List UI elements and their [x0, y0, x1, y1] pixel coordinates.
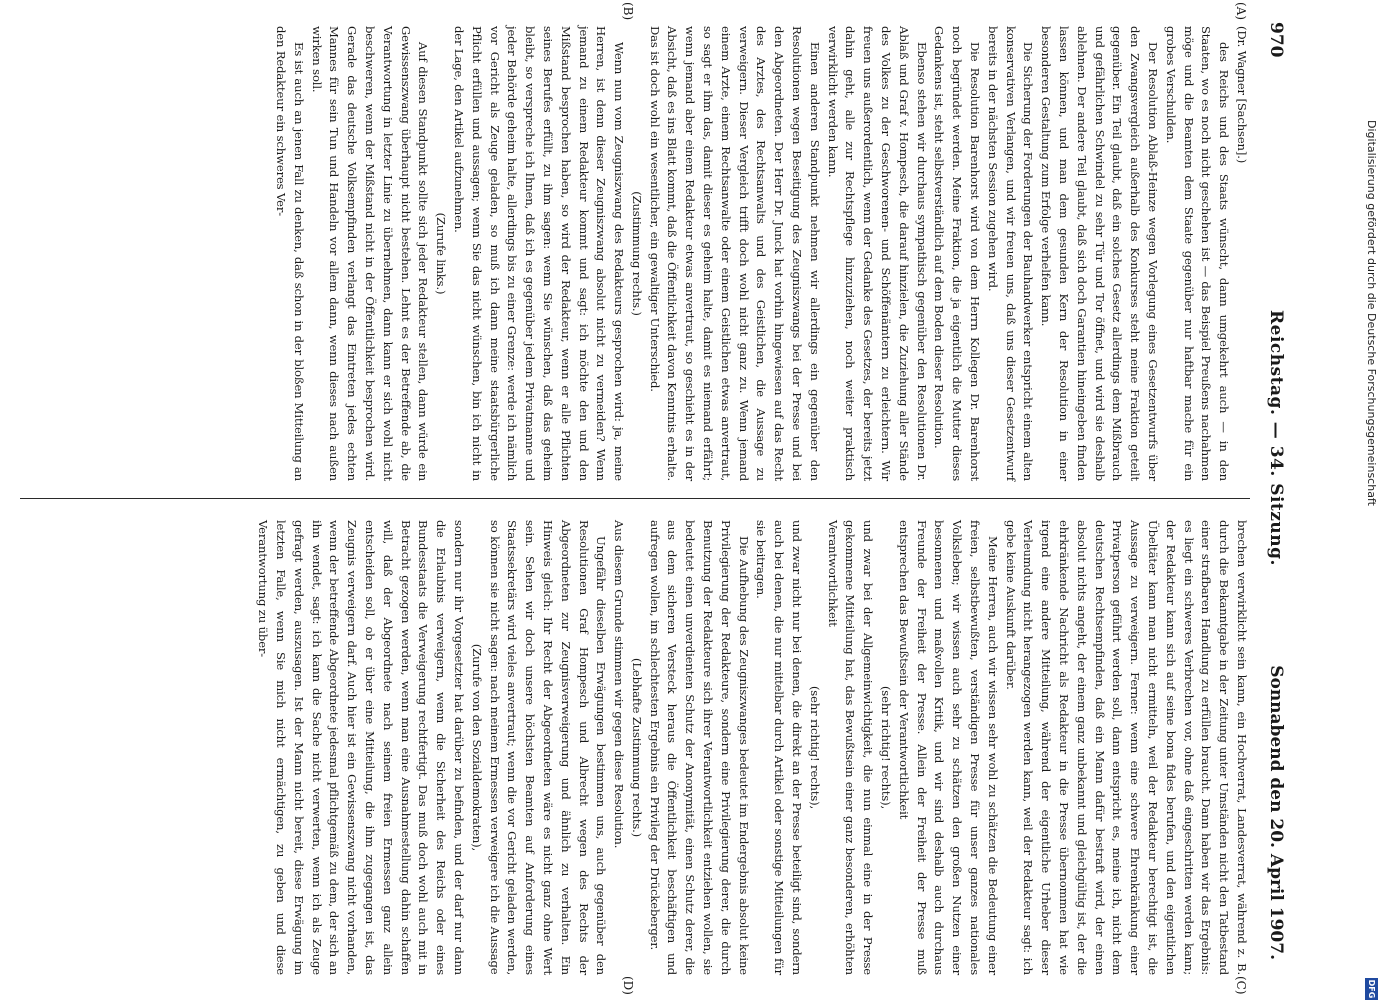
interjection: (Zustimmung rechts.)	[629, 191, 644, 316]
paragraph: Der Resolution Ablaß-Heinze wegen Vorlegung eines Gesetzentwurfs über den Zwangsvergleich außerhalb des Konkurses steht meine Fraktion geteilt gegenüber. Ein Teil glaubt, daß ein solches Gesetz allerdings dem Mißbrauch und gefährlichen Schwindel zu sehr Tür und Tor öffnet, und wird sie deshalb ablehnen. Der andere Teil glaubt, daß sich doch Garantien hineingeben finden lassen können, und man dem gesunden Kern der Resolution in einer besonderen Gestaltung zum Erfolge verhelfen kann.	[1039, 26, 1161, 481]
paragraph: Meine Herren, auch wir wissen sehr wohl zu schätzen die Bedeutung einer freien, selbstbewußten, verständigen Presse für unser ganzes nationales Volksleben; wir wissen auch sehr zu schätzen den großen Nutzen einer besonnenen und maßvollen Kritik, und wir sind deshalb auch durchaus Freunde der Freiheit der Presse. Allein der Freiheit der Presse muß entsprechen das Bewußtsein der Verantwortlichkeit	[896, 520, 1000, 975]
interjection: (Zurufe links.)	[434, 212, 449, 295]
margin-mark-c: (C)	[1234, 976, 1248, 995]
paragraph: Auf diesen Standpunkt sollte sich jeder Redakteur stellen, dann würde ein Gewissenszwang überhaupt nicht bestehen. Lehnt es der Betreffende ab, die Verantwortung in letzter Linie zu übernehmen, dann kann er sich wohl nicht beschweren, wenn der Mißstand nicht in der Öffentlichkeit besprochen wird. Gerade das deutsche Volksempfinden verlangt das Eintreten jedes echten Mannes für sein Tun und Handeln vor allem dann, wenn dieses nach außen wirken soll.	[309, 26, 431, 481]
interjection: (sehr richtig! rechts),	[879, 685, 894, 810]
credit-text: Digitalisierung gefördert durch die Deutsche Forschungsgemeinschaft	[1365, 120, 1378, 506]
column-divider	[20, 498, 1250, 499]
paragraph: Ebenso stehen wir durchaus sympathisch gegenüber den Resolutionen Dr. Ablaß und Graf v. Hompesch, die darauf hinzielen, die Zuziehung aller Stände des Volkes zu der Geschworenen- und Schöffenämtern zu erleichtern. Wir freuen uns außerordentlich, wenn der Gedanke des Gesetzes, der bereits jetzt dahin geht, alle zur Rechtspflege hinzuziehen, noch weiter praktisch verwirklicht werden kann.	[825, 26, 929, 481]
margin-mark-d: (D)	[621, 976, 635, 995]
paragraph: Es ist auch an jenen Fall zu denken, daß schon in der bloßen Mitteilung an den Redakteur ein schweres Ver-	[273, 26, 306, 481]
page-number: 970	[1266, 22, 1286, 58]
session-title: Reichstag. — 34. Sitzung.	[1266, 310, 1286, 566]
session-date: Sonnabend den 20. April 1907.	[1266, 665, 1286, 960]
paragraph: Die Resolution Barenhorst wird von dem Herrn Kollegen Dr. Barenhorst noch begründet werden. Meine Fraktion, die ja eigentlich die Mutter dieses Gedankens ist, steht selbstverständlich auf dem Boden dieser Resolution.	[932, 26, 983, 481]
interjection: (Lebhafte Zustimmung rechts.)	[629, 657, 644, 838]
paragraph: Aus diesem Grunde stimmen wir gegen diese Resolution.	[612, 520, 627, 849]
paragraph: Die Aufhebung des Zeugniszwanges bedeutet im Endergebnis absolut keine Privilegierung der Redakteure, sondern eine Privilegierung derer, die durch Benutzung der Redakteure sich ihrer Verantwortlichkeit entziehen wollen, sie bedeutet einen unverdienten Schutz der Anonymität, einen Schutz derer, die aus dem sicheren Versteck heraus die Öffentlichkeit beschäftigen und aufregen wollen, im schlechtesten Ergebnis ein Privileg der Drückeberger.	[647, 520, 751, 975]
paragraph: sondern nur ihr Vorgesetzter hat darüber zu befinden, und der darf nur dann die Erlaubnis verweigern, wenn die Sicherheit des Reichs oder eines Bundesstaats die Verweigerung rechtfertigt. Das muß doch wohl auch mit in Betracht gezogen werden, wenn man eine Ausnahmestellung dahin schaffen will, daß der Abgeordnete nach seinem freien Ermessen ganz allein entscheiden soll, ob er über eine Mitteilung, die ihm zugegangen ist, das Zeugnis verweigern darf. Auch hier ist ein Gewissenszwang nicht vorhanden, wenn der betreffende Abgeordnete jedesmal pflichtgemäß zu dem, der sich an ihn wendet, sagt: ich kann die Sache nicht verwerten, wenn ich als Zeuge gefragt werden, auszusagen. Ist der Mann nicht bereit, diese Erwägung im letzten Falle, wenn Sie mich nicht ermächtigen, zu geben und diese Verantwortung zu über-	[256, 520, 466, 975]
interjection: (Zurufe von den Sozialdemokraten),	[469, 643, 484, 852]
paragraph: Die Sicherung der Forderungen der Bauhandwerker entspricht einem alten konservativen Verlangen, und wir freuen uns, daß uns dieser Gesetzentwurf bereits in der nächsten Session zugehen wird.	[985, 26, 1036, 481]
paragraph: Einen anderen Standpunkt nehmen wir allerdings ein gegenüber den Resolutionen wegen Beseitigung des Zeugniszwangs bei der Presse und bei den Abgeordneten. Der Herr Dr. Junck hat vorhin hingewiesen auf das Recht des Arztes, des Rechtsanwalts und des Geistlichen, die Aussage zu verweigern. Dieser Vergleich trifft doch wohl nicht ganz zu. Wenn jemand einem Arzte, einem Rechtsanwalte oder einem Geistlichen etwas anvertraut, so sagt er ihm das, damit dieser es geheim halte, damit es niemand erfährt; wenn jemand aber einem Redakteur etwas anvertraut, so geschieht es in der Absicht, daß es ins Blatt kommt, daß die Öffentlichkeit davon Kenntnis erhalte. Das ist doch wohl ein wesentlicher, ein gewaltiger Unterschied.	[647, 26, 822, 481]
margin-mark-a: (A)	[1234, 2, 1248, 21]
paragraph: Ungefähr dieselben Erwägungen bestimmen uns, auch gegenüber den Resolutionen Graf Hompesch und Albrecht wegen des Rechts der Abgeordneten zur Zeugnisverweigerung und ähnlich zu verhalten. Ein Hinweis gleich: Ihr Recht der Abgeordneten wäre es nicht ganz ohne Wert sein. Sehen wir doch unsere höchsten Beamten auf Anforderung eines Staatssekretärs wird vieles anvertraut; wenn die vor Gericht geladen werden, so können sie nicht sagen: nach meinem Ermessen verweigere ich die Aussage	[487, 520, 609, 975]
left-text-column	[271, 26, 1250, 481]
dfg-logo: DFG	[1367, 979, 1376, 999]
interjection: (sehr richtig! rechts),	[807, 685, 822, 810]
speaker-line: (Dr. Wagner [Sachsen].)	[1235, 26, 1249, 164]
page-header	[1256, 0, 1286, 1000]
right-text-column	[253, 520, 1250, 975]
paragraph: brechen verwirklicht sein kann, ein Hochverrat, Landesverrat, während z. B. durch die Bekanntgabe in der Zeitung unter Umständen nicht den Tatbestand einer strafbaren Handlung zu erfüllen braucht. Dann haben wir das Ergebnis: es liegt ein schweres Verbrechen vor, ohne daß eingeschritten werden kann; der Redakteur kann sich auf seine bona fides berufen, und den eigentlichen Übeltäter kann man nicht ermitteln, weil der Redakteur berechtigt ist, die Aussage zu verweigern. Ferner: wenn eine schwere Ehrenkränkung einer Privatperson geführt werden soll, dann entspricht es, meine ich, nicht dem deutschen Rechtsempfinden, daß ein Mann dafür bestraft wird, der einen absolut nichts angeht, der einem ganz unbekannt und gleichgültig ist, der die ehrkränkende Nachricht als Redakteur in die Presse übernommen hat wie irgend eine andere Mitteilung, während der eigentliche Urheber dieser Verleumdung nicht herangezogen werden kann, weil der Redakteur sagt: ich gebe keine Auskunft darüber.	[1003, 520, 1249, 975]
paragraph: Wenn nun vom Zeugniszwang des Redakteurs gesprochen wird: ja, meine Herren, ist denn dieser Zeugniszwang absolut nicht zu vermeiden? Wenn jemand zu einem Redakteur kommt und sagt: ich möchte den und den Mißstand besprochen haben, so wird der Redakteur, wenn er alle Pflichten seines Berufes erfüllt, zu ihm sagen: wenn Sie wünschen, daß das geheim bleibt, so verspreche ich Ihnen, daß ich es gegenüber jedem Privatmanne und jeder Behörde geheim halte, allerdings bis zu einer Grenze: werde ich nämlich vor Gericht als Zeuge geladen, so muß ich dann meine staatsbürgerliche Pflicht erfüllen und aussagen; wenn Sie das nicht wünschen, bin ich nicht in der Lage, den Artikel aufzunehmen.	[451, 26, 627, 481]
paragraph: und zwar bei der Allgemeinwichtigkeit, die nun einmal eine in der Presse gekommene Mitteilung hat, das Bewußtsein einer ganz besonderen, erhöhten Verantwortlichkeit	[825, 520, 876, 975]
paragraph: des Reichs und des Staats wünscht, dann umgekehrt auch — in den Staaten, wo es noch nicht geschehen ist — das Beispiel Preußens nachahmen möge und die Beamten dem Staate gegenüber nur haftbar mache für ein grobes Verschulden.	[1163, 26, 1232, 481]
digitization-credit	[1362, 120, 1378, 1000]
margin-mark-b: (B)	[621, 2, 635, 21]
paragraph: und zwar nicht nur bei denen, die direkt an der Presse beteiligt sind, sondern auch bei denen, die nur mittelbar durch Artikel oder sonstige Mitteilungen für sie beitragen.	[754, 520, 805, 975]
